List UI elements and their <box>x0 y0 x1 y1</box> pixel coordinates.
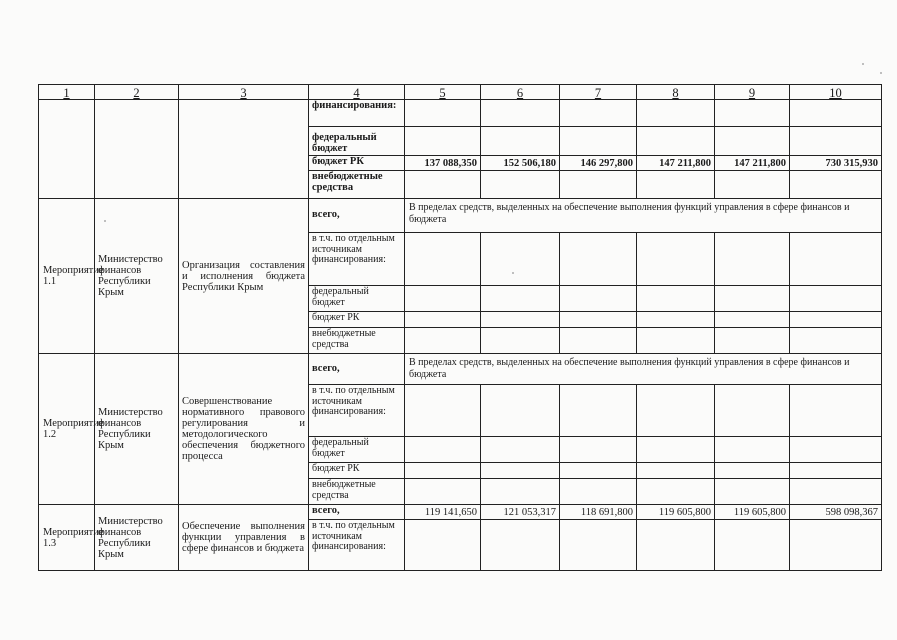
event-name: Мероприятие 1.2 <box>39 354 95 505</box>
value-cell <box>560 233 637 286</box>
column-number: 2 <box>95 85 179 100</box>
event-description: Совершенствование нормативного правового регулирования и методологического обеспечения бюджетного процесса <box>179 354 309 505</box>
value-cell <box>715 520 790 571</box>
value-cell <box>637 520 715 571</box>
value-cell: 730 315,930 <box>790 156 882 171</box>
table-row <box>39 354 882 385</box>
source-label: федеральный бюджет <box>309 127 405 156</box>
value-cell <box>637 479 715 505</box>
value-cell <box>405 127 481 156</box>
value-cell <box>637 437 715 463</box>
value-cell <box>560 520 637 571</box>
value-cell <box>637 385 715 437</box>
value-cell <box>715 127 790 156</box>
value-cell <box>405 286 481 312</box>
value-cell <box>637 328 715 354</box>
value-cell <box>481 233 560 286</box>
value-cell <box>637 233 715 286</box>
value-cell <box>405 328 481 354</box>
value-cell <box>481 520 560 571</box>
value-cell <box>715 233 790 286</box>
value-cell <box>790 100 882 127</box>
value-cell <box>481 385 560 437</box>
source-label: внебюджетные средства <box>309 328 405 354</box>
source-label: внебюджетные средства <box>309 479 405 505</box>
column-number: 5 <box>405 85 481 100</box>
description-cell <box>179 100 309 199</box>
value-cell <box>790 520 882 571</box>
value-cell <box>560 437 637 463</box>
table-row <box>39 505 882 520</box>
value-cell <box>790 437 882 463</box>
value-cell <box>560 127 637 156</box>
value-cell <box>637 127 715 156</box>
value-cell <box>560 479 637 505</box>
value-cell <box>715 479 790 505</box>
value-cell <box>790 312 882 328</box>
value-cell <box>637 171 715 199</box>
value-cell <box>637 286 715 312</box>
table-row <box>39 100 882 127</box>
column-number: 6 <box>481 85 560 100</box>
value-cell <box>715 100 790 127</box>
source-label: в т.ч. по отдельным источникам финансирования: <box>309 233 405 286</box>
value-cell <box>481 100 560 127</box>
value-cell <box>715 437 790 463</box>
funding-note: В пределах средств, выделенных на обеспечение выполнения функций управления в сфере финансов и бюджета <box>405 199 882 233</box>
event-name: Мероприятие 1.3 <box>39 505 95 571</box>
value-cell <box>790 286 882 312</box>
total-label: всего, <box>309 505 405 520</box>
source-label: бюджет РК <box>309 156 405 171</box>
value-cell <box>560 385 637 437</box>
event-description: Организация составления и исполнения бюджета Республики Крым <box>179 199 309 354</box>
value-cell <box>481 479 560 505</box>
source-label: бюджет РК <box>309 312 405 328</box>
column-number: 4 <box>309 85 405 100</box>
value-cell <box>790 463 882 479</box>
value-cell <box>560 171 637 199</box>
value-cell <box>790 233 882 286</box>
value-cell: 118 691,800 <box>560 505 637 520</box>
value-cell: 598 098,367 <box>790 505 882 520</box>
source-label: финансирования: <box>309 100 405 127</box>
executor-name: Министерство финансов Республики Крым <box>95 199 179 354</box>
value-cell <box>405 479 481 505</box>
value-cell <box>790 328 882 354</box>
value-cell <box>405 100 481 127</box>
value-cell <box>715 328 790 354</box>
source-label: федеральный бюджет <box>309 437 405 463</box>
budget-table <box>38 84 882 571</box>
column-number: 10 <box>790 85 882 100</box>
event-description: Обеспечение выполнения функции управления в сфере финансов и бюджета <box>179 505 309 571</box>
value-cell <box>560 463 637 479</box>
value-cell <box>637 463 715 479</box>
value-cell <box>560 100 637 127</box>
value-cell <box>405 437 481 463</box>
value-cell <box>790 385 882 437</box>
executor-name: Министерство финансов Республики Крым <box>95 505 179 571</box>
value-cell <box>715 286 790 312</box>
scan-speck <box>880 72 882 74</box>
value-cell: 119 605,800 <box>715 505 790 520</box>
value-cell <box>637 312 715 328</box>
value-cell <box>481 463 560 479</box>
value-cell <box>405 463 481 479</box>
column-number: 8 <box>637 85 715 100</box>
value-cell <box>790 479 882 505</box>
value-cell <box>405 233 481 286</box>
event-cell <box>39 100 95 199</box>
value-cell <box>405 171 481 199</box>
source-label: бюджет РК <box>309 463 405 479</box>
value-cell <box>560 328 637 354</box>
column-number: 1 <box>39 85 95 100</box>
value-cell <box>405 312 481 328</box>
value-cell: 146 297,800 <box>560 156 637 171</box>
column-number: 7 <box>560 85 637 100</box>
value-cell <box>481 437 560 463</box>
value-cell <box>715 171 790 199</box>
value-cell: 152 506,180 <box>481 156 560 171</box>
value-cell: 119 605,800 <box>637 505 715 520</box>
column-number: 9 <box>715 85 790 100</box>
value-cell: 137 088,350 <box>405 156 481 171</box>
funding-note: В пределах средств, выделенных на обеспечение выполнения функций управления в сфере финансов и бюджета <box>405 354 882 385</box>
value-cell <box>481 127 560 156</box>
total-label: всего, <box>309 354 405 385</box>
source-label: в т.ч. по отдельным источникам финансирования: <box>309 385 405 437</box>
value-cell <box>405 520 481 571</box>
column-number: 3 <box>179 85 309 100</box>
executor-name: Министерство финансов Республики Крым <box>95 354 179 505</box>
value-cell: 147 211,800 <box>715 156 790 171</box>
value-cell: 121 053,317 <box>481 505 560 520</box>
value-cell <box>715 385 790 437</box>
source-label: в т.ч. по отдельным источникам финансирования: <box>309 520 405 571</box>
value-cell <box>790 127 882 156</box>
total-label: всего, <box>309 199 405 233</box>
source-label: федеральный бюджет <box>309 286 405 312</box>
value-cell <box>560 286 637 312</box>
source-label: внебюджетные средства <box>309 171 405 199</box>
event-name: Мероприятие 1.1 <box>39 199 95 354</box>
value-cell <box>405 385 481 437</box>
value-cell: 147 211,800 <box>637 156 715 171</box>
table-row <box>39 199 882 233</box>
value-cell <box>715 463 790 479</box>
value-cell <box>481 328 560 354</box>
value-cell <box>790 171 882 199</box>
scan-speck <box>862 63 864 65</box>
value-cell: 119 141,650 <box>405 505 481 520</box>
value-cell <box>481 312 560 328</box>
value-cell <box>560 312 637 328</box>
column-number-row <box>39 85 882 100</box>
executor-cell <box>95 100 179 199</box>
value-cell <box>715 312 790 328</box>
value-cell <box>637 100 715 127</box>
value-cell <box>481 286 560 312</box>
value-cell <box>481 171 560 199</box>
